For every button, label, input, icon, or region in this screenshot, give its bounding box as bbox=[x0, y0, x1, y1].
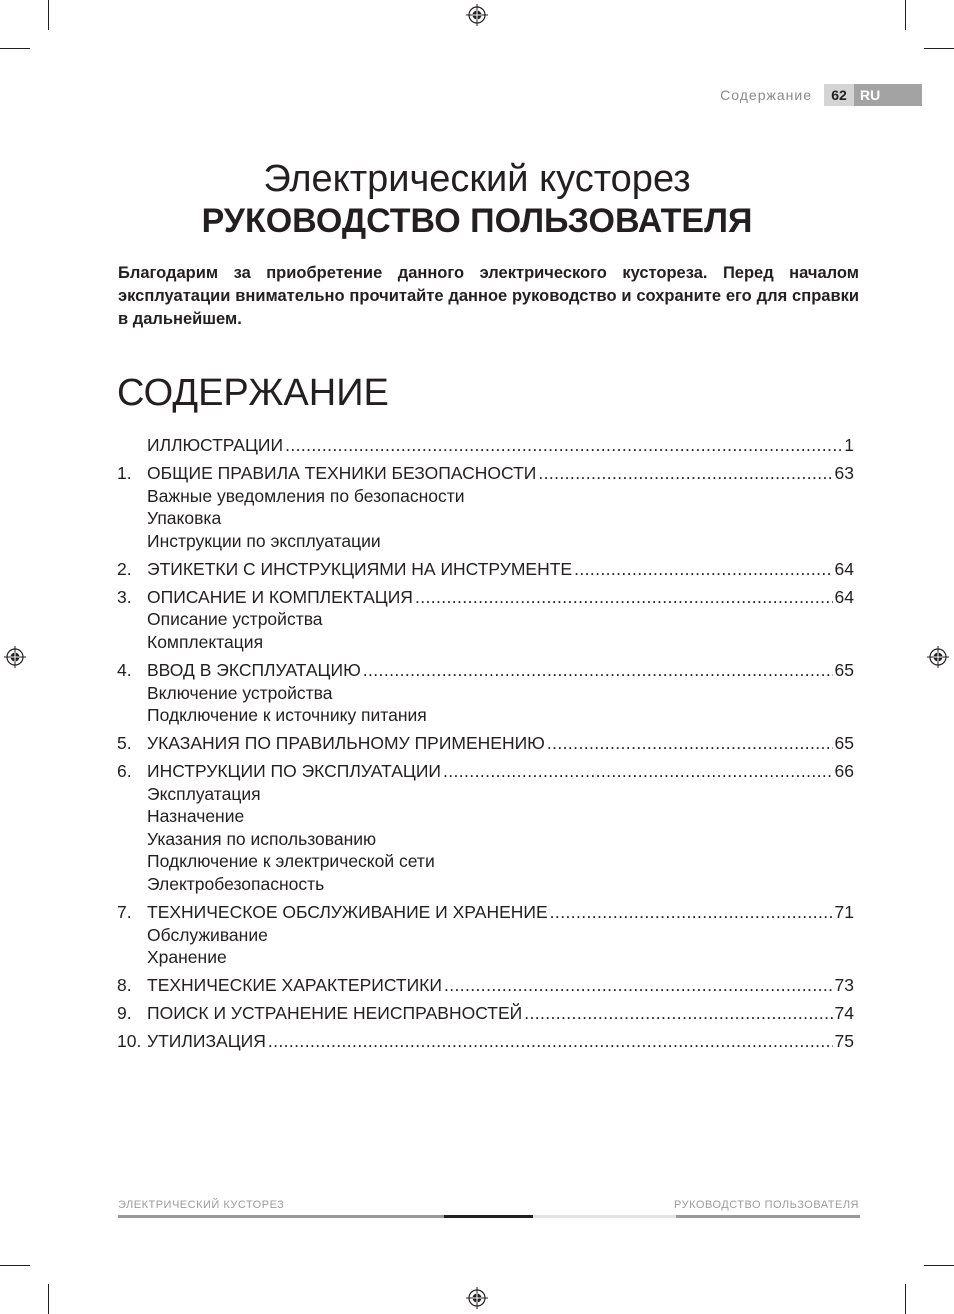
footer-bar-segment bbox=[444, 1215, 533, 1218]
toc-subentry: Электробезопасность bbox=[147, 874, 325, 895]
toc-subentry: Включение устройства bbox=[147, 682, 333, 703]
toc-entry bbox=[117, 434, 854, 457]
toc-dot-leader bbox=[550, 901, 833, 924]
toc-entry-number: 5. bbox=[117, 733, 132, 754]
toc-entry bbox=[117, 1002, 854, 1025]
toc-dot-leader bbox=[443, 760, 833, 783]
toc-entry-number: 3. bbox=[117, 586, 132, 607]
toc-entry-number: 9. bbox=[117, 1003, 132, 1024]
toc-entry-title: ПОИСК И УСТРАНЕНИЕ НЕИСПРАВНОСТЕЙ bbox=[147, 1003, 523, 1024]
intro-paragraph: Благодарим за приобретение данного электрического кустореза. Перед началом эксплуатации внимательно прочитайте данное руководство и сохраните его для справки в дальнейшем. bbox=[118, 264, 859, 328]
footer-right-text: РУКОВОДСТВО ПОЛЬЗОВАТЕЛЯ bbox=[674, 1199, 859, 1211]
toc-entry bbox=[117, 901, 854, 924]
toc-subentry: Хранение bbox=[147, 947, 227, 968]
crop-mark bbox=[48, 0, 49, 30]
language-badge: RU bbox=[854, 84, 922, 106]
toc-entry-title: ИЛЛЮСТРАЦИИ bbox=[147, 435, 284, 455]
document-subtitle: РУКОВОДСТВО ПОЛЬЗОВАТЕЛЯ bbox=[201, 202, 753, 240]
toc-entry-page: 75 bbox=[834, 1031, 854, 1052]
crop-mark bbox=[0, 48, 30, 49]
toc-entry-title: ВВОД В ЭКСПЛУАТАЦИЮ bbox=[147, 659, 361, 680]
toc-entry-page: 71 bbox=[834, 902, 854, 923]
toc-subentry: Инструкции по эксплуатации bbox=[147, 530, 381, 551]
toc-dot-leader bbox=[363, 659, 833, 682]
toc-dot-leader bbox=[268, 1030, 833, 1053]
toc-subentry: Подключение к электрической сети bbox=[147, 851, 435, 872]
toc-dot-leader bbox=[444, 974, 833, 997]
toc-entry-page: 65 bbox=[834, 659, 854, 680]
toc-entry bbox=[117, 1030, 854, 1053]
toc-subentry: Описание устройства bbox=[147, 609, 323, 630]
toc-entry-page: 65 bbox=[834, 733, 854, 754]
crop-mark bbox=[0, 1265, 30, 1266]
crop-mark bbox=[924, 48, 954, 49]
registration-mark-icon bbox=[466, 1287, 488, 1309]
toc-entry-title: УТИЛИЗАЦИЯ bbox=[147, 1031, 266, 1052]
toc-entry-title: ТЕХНИЧЕСКОЕ ОБСЛУЖИВАНИЕ И ХРАНЕНИЕ bbox=[147, 902, 548, 923]
crop-mark bbox=[905, 0, 906, 30]
toc-subentry: Обслуживание bbox=[147, 924, 268, 945]
toc-entry-title: ОБЩИЕ ПРАВИЛА ТЕХНИКИ БЕЗОПАСНОСТИ bbox=[147, 462, 537, 483]
footer-bar-segment bbox=[118, 1215, 444, 1218]
crop-mark bbox=[48, 1284, 49, 1314]
toc-entry-page: 66 bbox=[834, 761, 854, 782]
toc-entry bbox=[117, 760, 854, 783]
toc-heading: СОДЕРЖАНИЕ bbox=[117, 372, 389, 414]
crop-mark bbox=[905, 1284, 906, 1314]
toc-entry-number: 4. bbox=[117, 659, 132, 680]
toc-dot-leader bbox=[538, 462, 832, 485]
toc-subentry: Назначение bbox=[147, 806, 245, 827]
footer-bar-segment bbox=[676, 1215, 860, 1218]
toc-subentry: Комплектация bbox=[147, 631, 264, 652]
toc-entry-page: 64 bbox=[834, 558, 854, 579]
toc-entry-page: 73 bbox=[834, 975, 854, 996]
toc-entry bbox=[117, 586, 854, 609]
toc-dot-leader bbox=[285, 434, 842, 457]
toc-entry bbox=[117, 974, 854, 997]
toc-entry bbox=[117, 659, 854, 682]
registration-mark-icon bbox=[4, 646, 26, 668]
toc-entry-title: УКАЗАНИЯ ПО ПРАВИЛЬНОМУ ПРИМЕНЕНИЮ bbox=[147, 733, 545, 754]
toc-entry-number: 10. bbox=[117, 1031, 142, 1052]
toc-entry-number: 6. bbox=[117, 761, 132, 782]
table-of-contents bbox=[117, 434, 854, 1053]
page-header bbox=[720, 84, 922, 106]
toc-dot-leader bbox=[524, 1002, 832, 1025]
toc-entry-title: ТЕХНИЧЕСКИЕ ХАРАКТЕРИСТИКИ bbox=[147, 975, 442, 996]
crop-mark bbox=[924, 1265, 954, 1266]
toc-entry-title: ИНСТРУКЦИИ ПО ЭКСПЛУАТАЦИИ bbox=[147, 761, 441, 782]
toc-entry-number: 1. bbox=[117, 462, 132, 483]
page-number: 62 bbox=[824, 84, 854, 106]
toc-entry-title: ОПИСАНИЕ И КОМПЛЕКТАЦИЯ bbox=[147, 586, 413, 607]
toc-subentry: Эксплуатация bbox=[147, 783, 261, 804]
toc-dot-leader bbox=[574, 558, 832, 581]
toc-entry-title: ЭТИКЕТКИ С ИНСТРУКЦИЯМИ НА ИНСТРУМЕНТЕ bbox=[147, 558, 573, 579]
toc-entry-number: 2. bbox=[117, 558, 132, 579]
registration-mark-icon bbox=[466, 4, 488, 26]
header-section-title: Содержание bbox=[720, 87, 812, 103]
toc-entry-number: 8. bbox=[117, 975, 132, 996]
toc-dot-leader bbox=[547, 732, 833, 755]
toc-dot-leader bbox=[415, 586, 833, 609]
registration-mark-icon bbox=[927, 646, 949, 668]
document-title: Электрический кусторез bbox=[263, 158, 691, 200]
toc-subentry: Подключение к источнику питания bbox=[147, 705, 427, 726]
toc-entry bbox=[117, 732, 854, 755]
toc-subentry: Упаковка bbox=[147, 508, 222, 529]
toc-entry-page: 64 bbox=[834, 586, 854, 607]
footer-bar-segment bbox=[533, 1215, 676, 1218]
toc-subentry: Указания по использованию bbox=[147, 828, 377, 849]
toc-subentry: Важные уведомления по безопасности bbox=[147, 485, 465, 506]
toc-entry bbox=[117, 462, 854, 485]
toc-entry-number: 7. bbox=[117, 902, 132, 923]
toc-entry-page: 63 bbox=[834, 462, 854, 483]
toc-entry-page: 1 bbox=[844, 435, 854, 455]
footer-left-text: ЭЛЕКТРИЧЕСКИЙ КУСТОРЕЗ bbox=[118, 1199, 285, 1211]
toc-entry bbox=[117, 558, 854, 581]
toc-entry-page: 74 bbox=[834, 1003, 854, 1024]
